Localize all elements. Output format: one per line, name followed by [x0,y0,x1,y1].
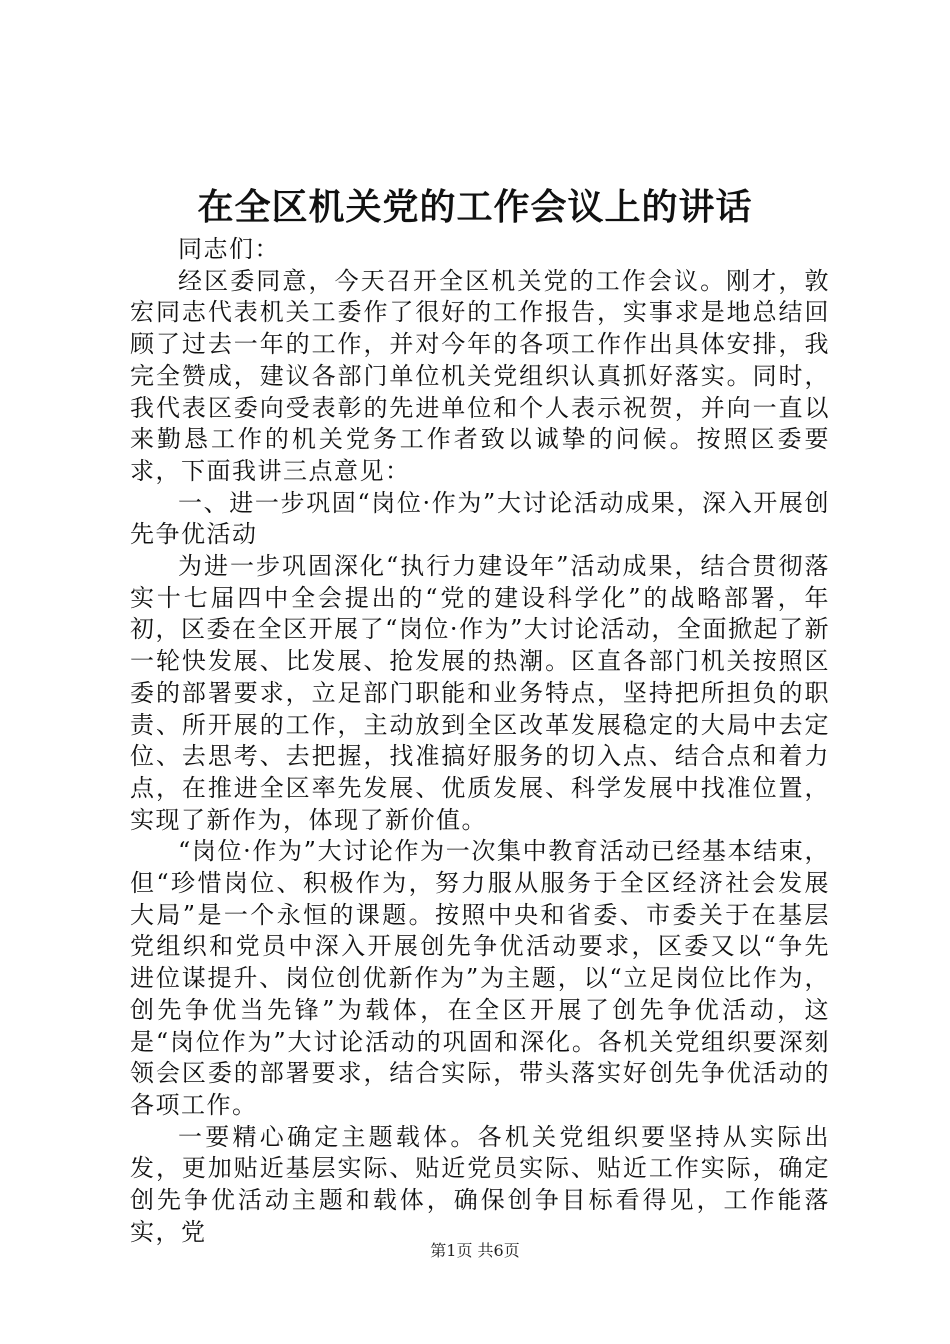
section-heading-1: 一、进一步巩固“岗位·作为”大讨论活动成果，深入开展创先争优活动 [130,488,830,549]
body-paragraph: 一要精心确定主题载体。各机关党组织要坚持从实际出发，更加贴近基层实际、贴近党员实际、贴近工作实际，确定创先争优活动主题和载体，确保创争目标看得见，工作能落实，党 [130,1122,830,1246]
body-paragraph: “岗位·作为”大讨论作为一次集中教育活动已经基本结束，但“珍惜岗位、积极作为，努力服从服务于全区经济社会发展大局”是一个永恒的课题。按照中央和省委、市委关于在基层党组织和党员中深入开展创先争优活动要求，区委又以“争先进位谋提升、岗位创优新作为”为主题，以“立足岗位比作为，创先争优当先锋”为载体，在全区开展了创先争优活动，这是“岗位作为”大讨论活动的巩固和深化。各机关党组织要深刻领会区委的部署要求，结合实际，带头落实好创先争优活动的各项工作。 [130,837,830,1119]
intro-paragraph: 经区委同意，今天召开全区机关党的工作会议。刚才，敦宏同志代表机关工委作了很好的工作报告，实事求是地总结回顾了过去一年的工作，并对今年的各项工作作出具体安排，我完全赞成，建议各部门单位机关党组织认真抓好落实。同时，我代表区委向受表彰的先进单位和个人表示祝贺，并向一直以来勤恳工作的机关党务工作者致以诚挚的问候。按照区委要求，下面我讲三点意见： [130,266,830,485]
body-paragraph: 为进一步巩固深化“执行力建设年”活动成果，结合贯彻落实十七届四中全会提出的“党的建设科学化”的战略部署，年初，区委在全区开展了“岗位·作为”大讨论活动，全面掀起了新一轮快发展、比发展、抢发展的热潮。区直各部门机关按照区委的部署要求，立足部门职能和业务特点，坚持把所担负的职责、所开展的工作，主动放到全区改革发展稳定的大局中去定位、去思考、去把握，找准搞好服务的切入点、结合点和着力点，在推进全区率先发展、优质发展、科学发展中找准位置，实现了新作为，体现了新价值。 [130,552,830,834]
document-body [130,234,830,1249]
page-number-footer: 第1页 共6页 [430,1241,520,1260]
document-title: 在全区机关党的工作会议上的讲话 [197,186,753,228]
salutation-paragraph: 同志们： [178,235,280,263]
